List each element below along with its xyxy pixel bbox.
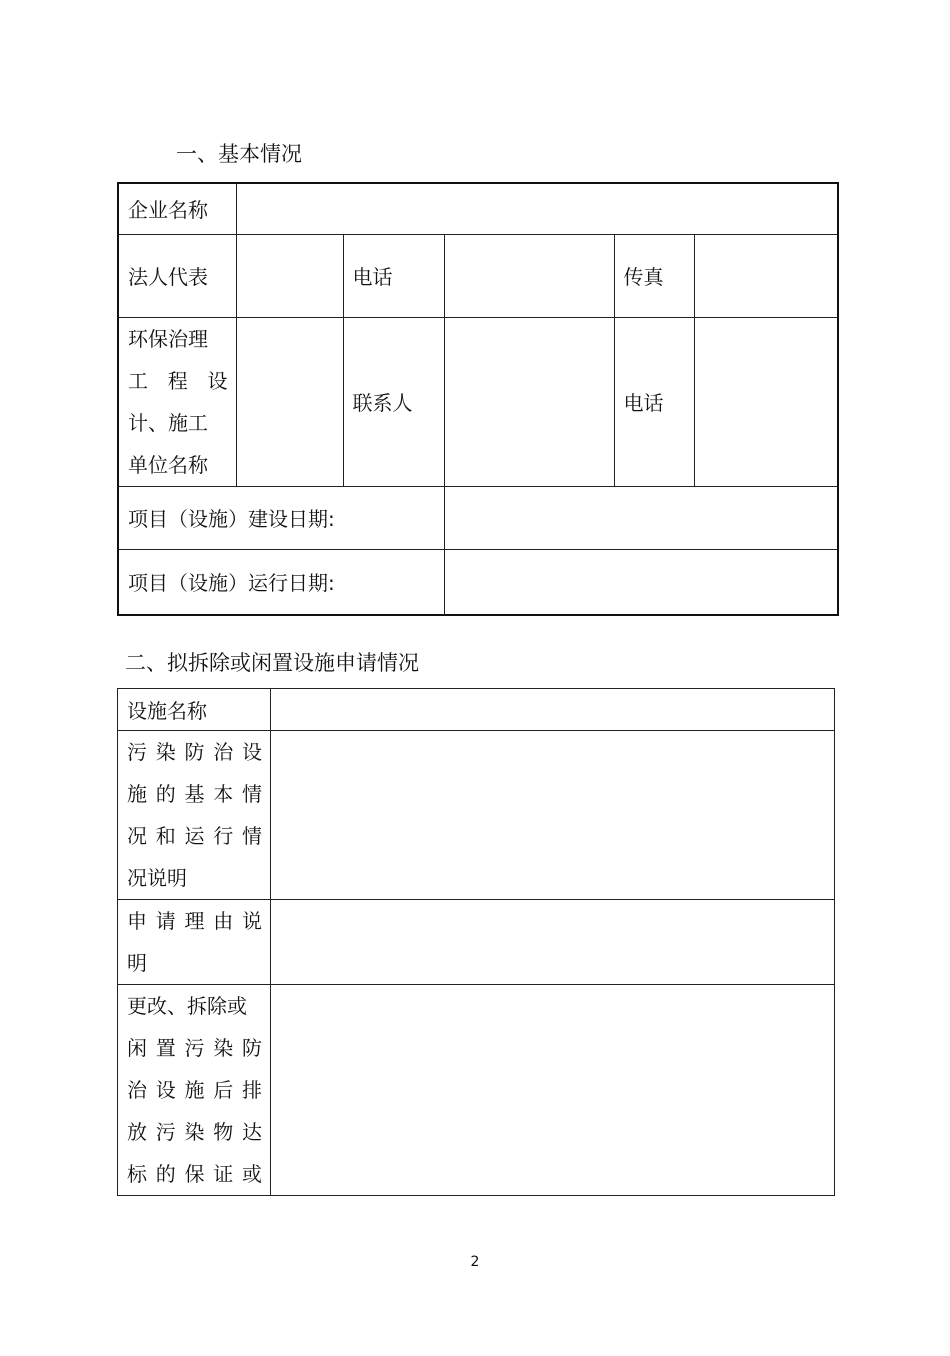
- guarantee-label-line: 更改、拆除或: [127, 994, 247, 1018]
- design-unit-label-line: 工 程 设: [128, 368, 228, 393]
- table-row: [118, 731, 835, 900]
- basic-info-label-line: 况 和 运 行 情: [127, 824, 262, 848]
- phone-label: 电话: [343, 234, 444, 317]
- contact-field[interactable]: [444, 317, 614, 486]
- legal-rep-field[interactable]: [236, 234, 343, 317]
- table-row: [118, 985, 835, 1196]
- basic-info-field[interactable]: [271, 731, 835, 900]
- guarantee-label-line: 标 的 保 证 或: [127, 1162, 262, 1186]
- table-row: [118, 689, 835, 731]
- fax-label: 传真: [614, 234, 694, 317]
- build-date-field[interactable]: [444, 486, 838, 549]
- table-row: [118, 317, 838, 486]
- facility-application-table: [117, 688, 835, 1196]
- page-number: 2: [470, 1254, 480, 1270]
- guarantee-label-line: 闲 置 污 染 防: [127, 1036, 262, 1060]
- phone2-field[interactable]: [694, 317, 838, 486]
- table-row: [118, 486, 838, 549]
- fax-field[interactable]: [694, 234, 838, 317]
- reason-field[interactable]: [271, 900, 835, 985]
- guarantee-field[interactable]: [271, 985, 835, 1196]
- phone2-label: 电话: [614, 317, 694, 486]
- design-unit-label-line: 单位名称: [128, 452, 208, 477]
- reason-label: [118, 900, 271, 985]
- basic-info-label-line: 况说明: [127, 866, 187, 890]
- contact-label: 联系人: [343, 317, 444, 486]
- design-unit-label-line: 环保治理: [128, 326, 208, 351]
- company-name-label: 企业名称: [118, 183, 236, 234]
- section-1-title: 一、基本情况: [176, 142, 302, 166]
- table-row: [118, 234, 838, 317]
- table-row: [118, 549, 838, 615]
- run-date-label: 项目（设施）运行日期:: [118, 549, 444, 615]
- guarantee-label-line: 放 污 染 物 达: [127, 1120, 262, 1144]
- design-unit-label: [118, 317, 236, 486]
- guarantee-label: [118, 985, 271, 1196]
- basic-info-label-line: 施 的 基 本 情: [127, 782, 262, 806]
- run-date-field[interactable]: [444, 549, 838, 615]
- facility-name-label: 设施名称: [118, 689, 271, 731]
- basic-info-label: [118, 731, 271, 900]
- phone-field[interactable]: [444, 234, 614, 317]
- table-row: [118, 900, 835, 985]
- table-row: [118, 183, 838, 234]
- basic-info-table: [117, 182, 839, 616]
- legal-rep-label: 法人代表: [118, 234, 236, 317]
- reason-label-line: 明: [127, 951, 147, 975]
- design-unit-field[interactable]: [236, 317, 343, 486]
- guarantee-label-line: 治 设 施 后 排: [127, 1078, 262, 1102]
- design-unit-label-line: 计、施工: [128, 410, 208, 435]
- build-date-label: 项目（设施）建设日期:: [118, 486, 444, 549]
- reason-label-line: 申 请 理 由 说: [127, 909, 262, 933]
- company-name-field[interactable]: [236, 183, 838, 234]
- basic-info-label-line: 污 染 防 治 设: [127, 740, 262, 764]
- section-2-title: 二、拟拆除或闲置设施申请情况: [125, 651, 419, 675]
- facility-name-field[interactable]: [271, 689, 835, 731]
